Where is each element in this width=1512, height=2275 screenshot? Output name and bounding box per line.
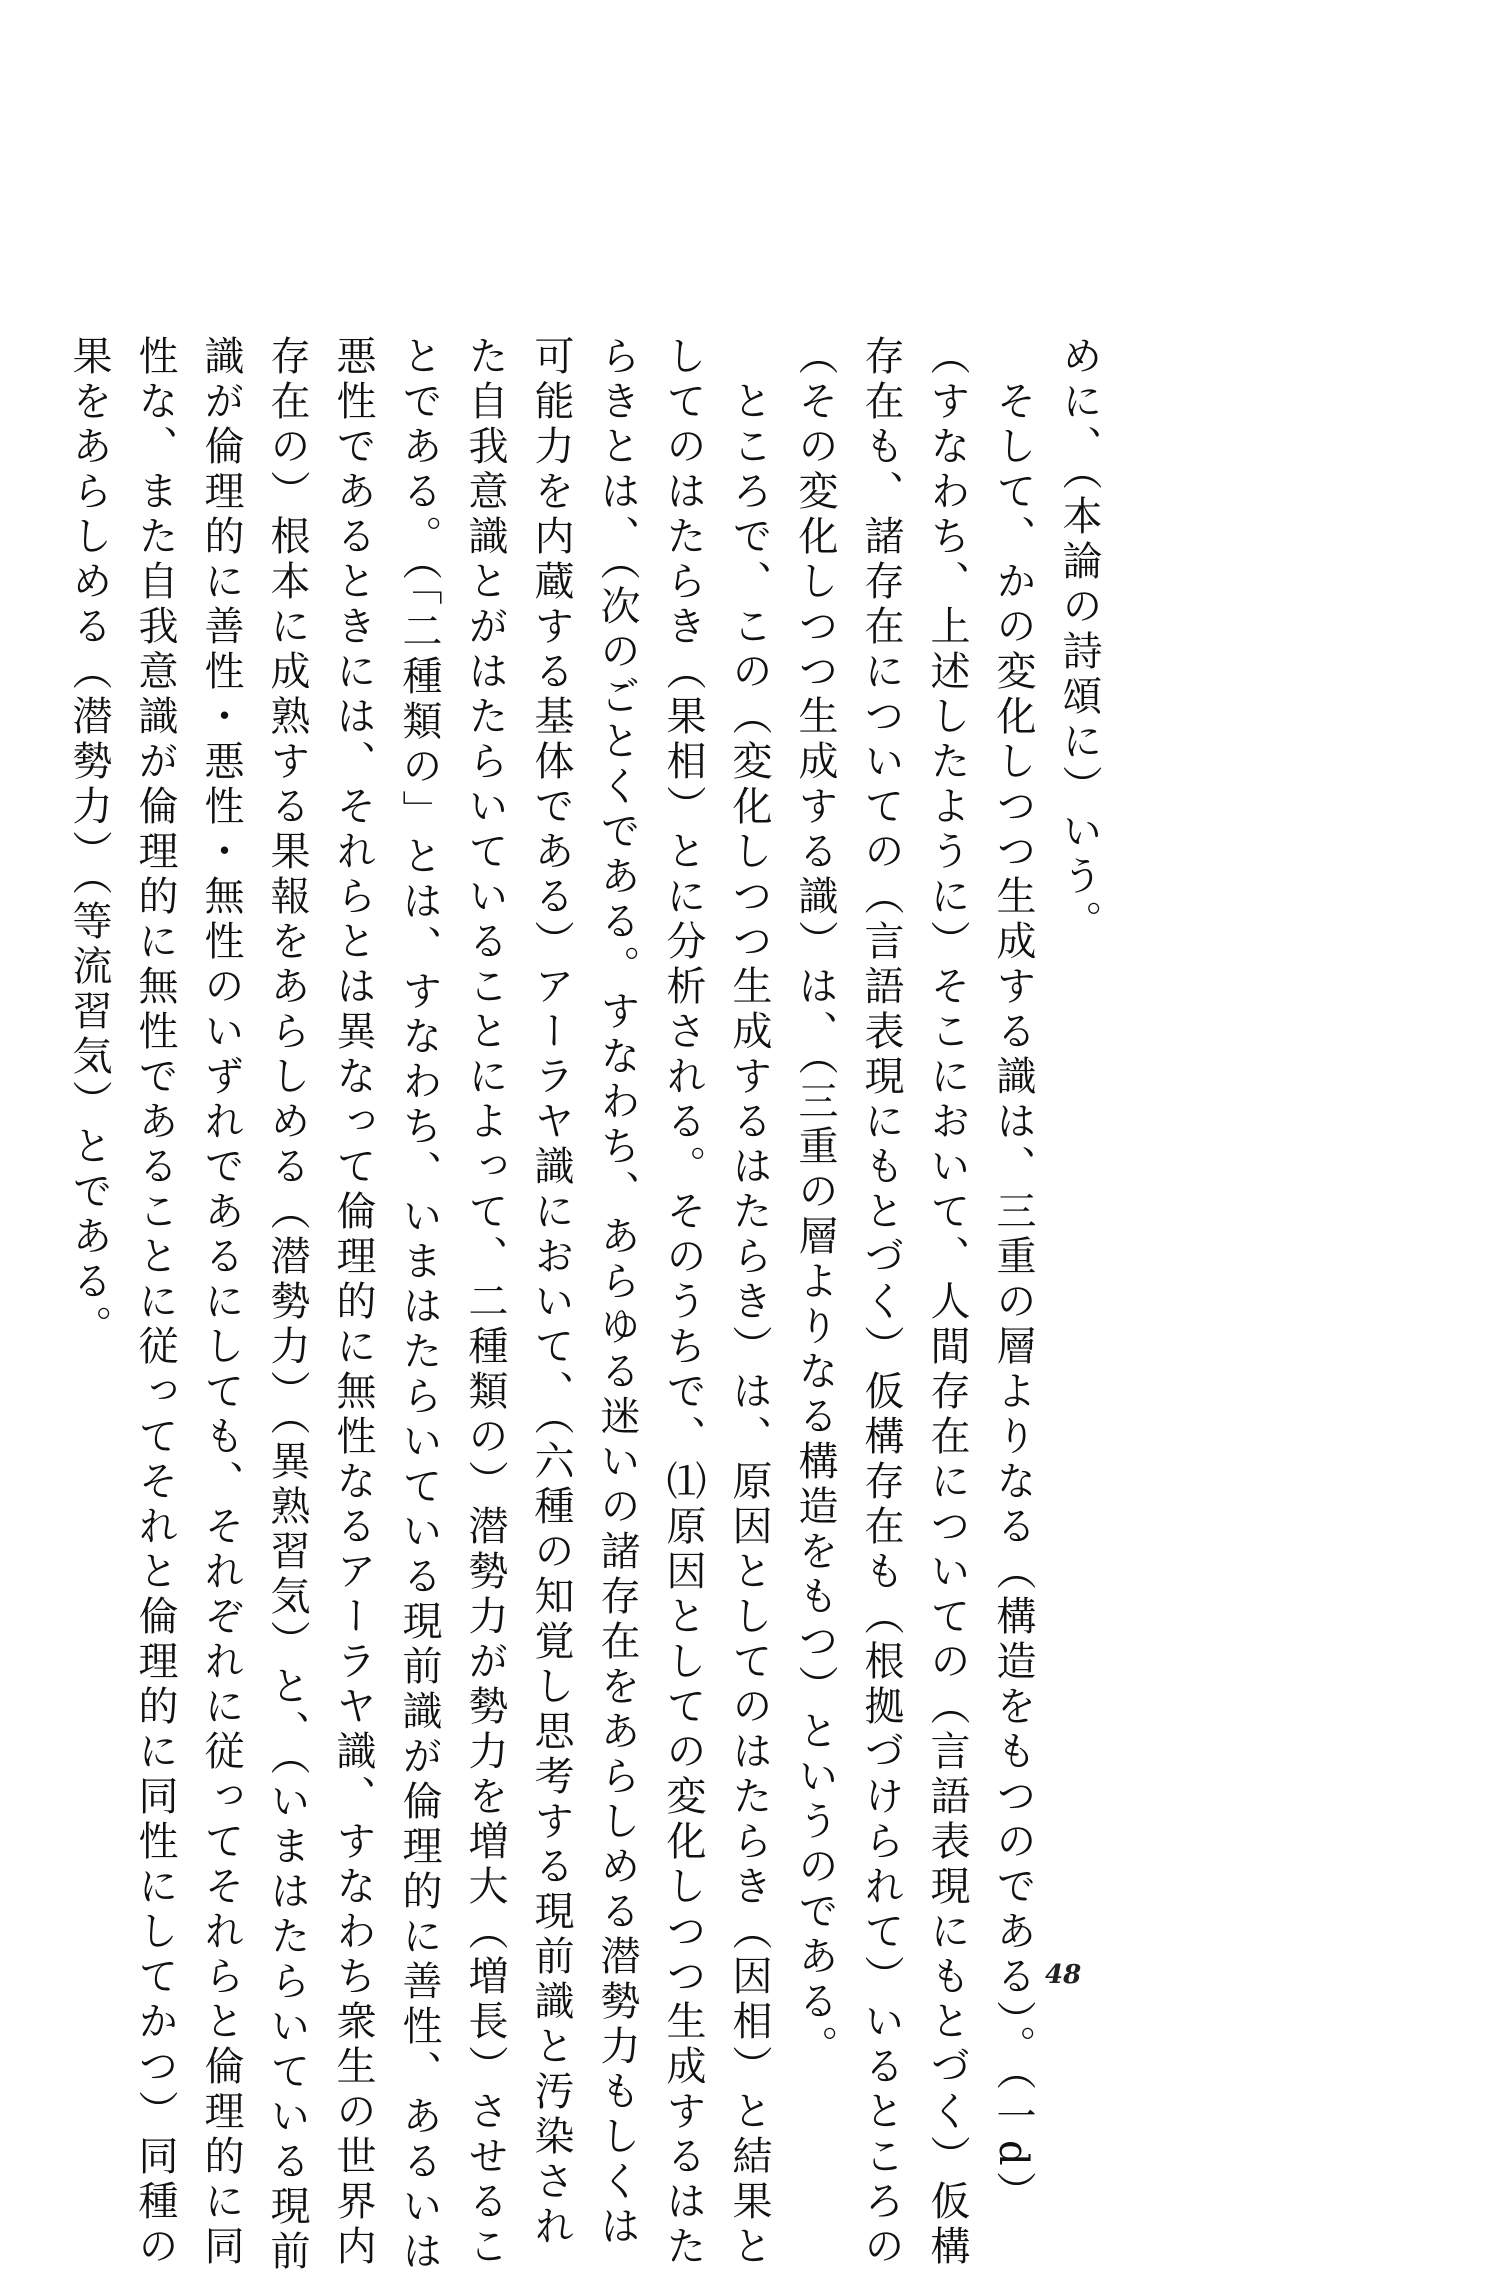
text-line: 識が倫理的に善性・悪性・無性のいずれであるにしても、それぞれに従ってそれらと倫理的に同 xyxy=(198,335,244,2270)
text-line: めに、（本論の詩頌に）いう。 xyxy=(1056,335,1102,945)
text-line: （すなわち、上述したように）そこにおいて、人間存在についての（言語表現にもとづく）仮構 xyxy=(924,335,970,2270)
text-line: 果をあらしめる（潜勢力）（等流習気）とである。 xyxy=(66,335,112,1350)
text-line: してのはたらき（果相）とに分析される。そのうちで、⑴原因としての変化しつつ生成するはた xyxy=(660,335,706,2270)
text-line: とである。（「二種類の」とは、すなわち、いまはたらいている現前識が倫理的に善性、あるいは xyxy=(396,335,442,2275)
text-line: 悪性であるときには、それらとは異なって倫理的に無性なるアーラヤ識、すなわち衆生の世界内 xyxy=(330,335,376,2270)
text-line: た自我意識とがはたらいていることによって、二種類の）潜勢力が勢力を増大（増長）させるこ xyxy=(462,335,508,2270)
text-line: （その変化しつつ生成する識）は、（三重の層よりなる構造をもつ）というのである。 xyxy=(792,335,838,2070)
text-line: 性な、また自我意識が倫理的に無性であることに従ってそれと倫理的に同性にしてかつ）同種の xyxy=(132,335,178,2270)
text-line: そして、かの変化しつつ生成する識は、三重の層よりなる（構造をもつのである）。（一d） xyxy=(990,380,1036,2216)
text-line: 可能力を内蔵する基体である）アーラヤ識において、（六種の知覚し思考する現前識と汚染され xyxy=(528,335,574,2250)
text-line: らきとは、（次のごとくである。すなわち、あらゆる迷いの諸存在をあらしめる潜勢力もしくは xyxy=(594,335,640,2250)
page-number: 48 xyxy=(1045,1960,1082,1990)
text-line: 存在の）根本に成熟する果報をあらしめる（潜勢力）（異熟習気）と、（いまはたらいている現前 xyxy=(264,335,310,2275)
text-line: ところで、この（変化しつつ生成するはたらき）は、原因としてのはたらき（因相）と結果と xyxy=(726,380,772,2270)
text-line: 存在も、諸存在についての（言語表現にもとづく）仮構存在も（根拠づけられて）いるところの xyxy=(858,335,904,2270)
